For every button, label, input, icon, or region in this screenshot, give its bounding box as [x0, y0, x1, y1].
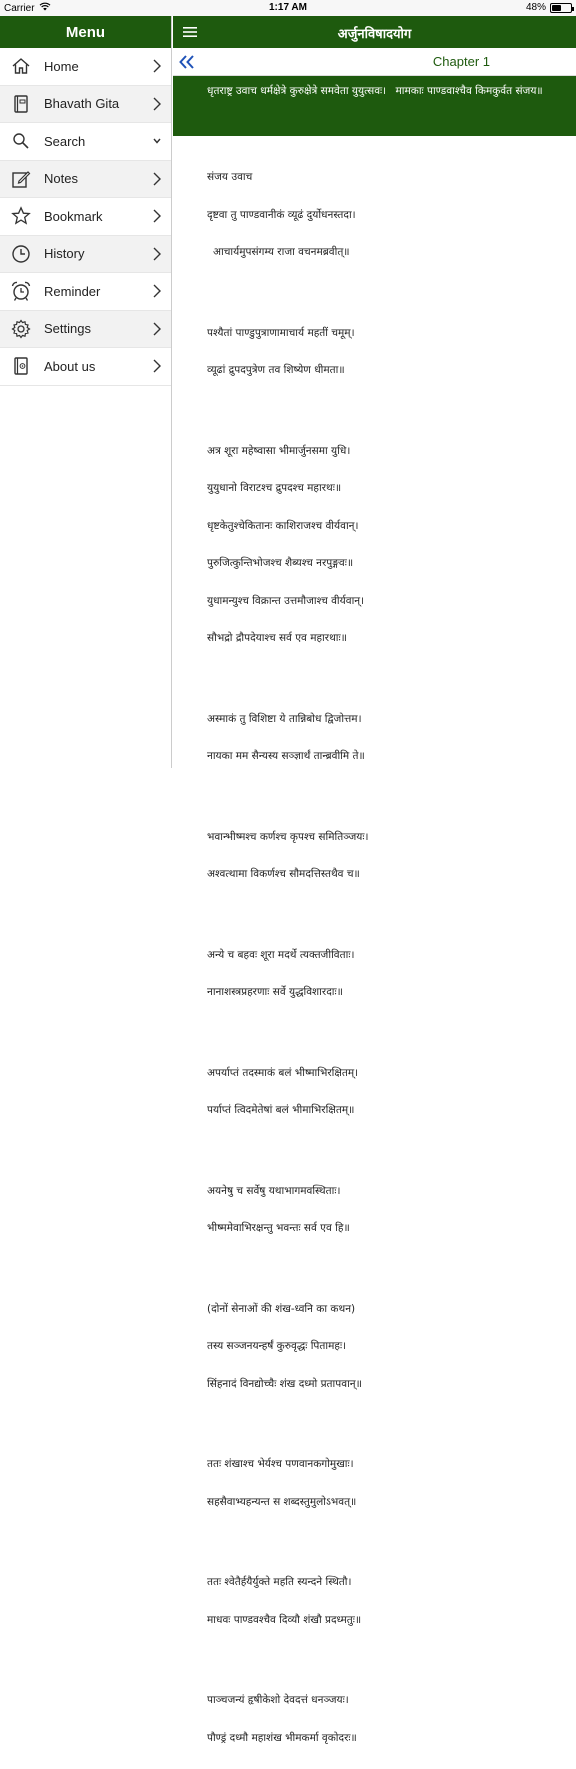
menu-title: Menu: [0, 16, 171, 48]
notes-icon: [10, 168, 32, 190]
verse-line: पश्यैतां पाण्डुपुत्राणामाचार्य महतीं चमूम्।: [207, 326, 355, 339]
verse[interactable]: [207, 1042, 570, 1142]
verse-line: युयुधानो विराटश्च द्रुपदश्च महारथः॥: [207, 482, 342, 494]
verse[interactable]: [207, 1669, 570, 1769]
gear-icon: [10, 318, 32, 340]
verse-line: अश्वत्थामा विकर्णश्च सौमदत्तिस्तथैव च॥: [207, 868, 360, 880]
menu-item-label: Reminder: [44, 283, 101, 299]
chapter-label: Chapter 1: [432, 54, 490, 69]
verse-line: आचार्यमुपसंगम्य राजा वचनमब्रवीत्॥: [213, 246, 350, 258]
menu-item-label: Notes: [44, 171, 78, 187]
verse[interactable]: [207, 420, 570, 670]
menu-item-label: About us: [44, 358, 96, 374]
verse[interactable]: [207, 146, 570, 284]
about-icon: [10, 355, 32, 377]
chapter-view: [173, 16, 576, 1744]
verse-line: अपर्याप्तं तदस्माकं बलं भीष्माभिरक्षितम्।: [207, 1066, 359, 1079]
verse-line: अत्र शूरा महेष्वासा भीमार्जुनसमा युधि।: [207, 444, 351, 457]
verse-line: तस्य सञ्जनयन्हर्षं कुरुवृद्धः पितामहः।: [207, 1340, 347, 1352]
chevron-right-icon: [151, 321, 163, 337]
back-button[interactable]: [173, 48, 201, 76]
status-bar: [0, 0, 576, 16]
verse-line: धर्मक्षेत्रे कुरुक्षेत्रे समवेता युयुत्सवः।: [260, 85, 387, 97]
menu-item-settings[interactable]: [0, 311, 171, 349]
verse-line: (दोनों सेनाओं की शंख-ध्वनि का कथन): [207, 1302, 356, 1315]
menu-item-label: Settings: [44, 321, 91, 337]
book-icon: [10, 93, 32, 115]
double-chevron-left-icon: [179, 55, 195, 69]
verse-line: धृतराष्ट्र उवाच: [207, 85, 257, 97]
menu-item-history[interactable]: [0, 236, 171, 274]
verse-line: पाञ्चजन्यं हृषीकेशो देवदत्तं धनञ्जयः।: [207, 1694, 349, 1706]
verse[interactable]: [207, 688, 570, 788]
chevron-right-icon: [151, 58, 163, 74]
chapter-bar: [173, 48, 576, 76]
verse[interactable]: [207, 302, 570, 402]
menu-item-label: Home: [44, 58, 79, 74]
home-icon: [10, 55, 32, 77]
chevron-right-icon: [151, 96, 163, 112]
star-icon: [10, 205, 32, 227]
verse-line: ततः शंखाश्च भेर्यश्च पणवानकगोमुखाः।: [207, 1458, 354, 1470]
clock-icon: [10, 243, 32, 265]
alarm-icon: [10, 280, 32, 302]
verse-line: नायका मम सैन्यस्य सञ्ज्ञार्थं तान्ब्रवीमि ते॥: [207, 750, 365, 762]
verse-line: संजय उवाच: [207, 171, 253, 183]
menu-item-label: Search: [44, 133, 86, 149]
menu-item-bhavath-gita[interactable]: [0, 86, 171, 124]
chevron-down-icon: [151, 133, 163, 149]
nav-bar: [173, 16, 576, 48]
clock: 1:17 AM: [269, 2, 307, 13]
battery-percentage: 48%: [525, 2, 546, 13]
menu-list: [0, 48, 171, 386]
chevron-right-icon: [151, 171, 163, 187]
verse[interactable]: [207, 924, 570, 1024]
verse-list: [173, 136, 576, 1769]
menu-item-label: Bhavath Gita: [44, 96, 120, 112]
verse-line: नानाशस्त्रप्रहरणाः सर्वे युद्धविशारदाः॥: [207, 986, 343, 998]
chevron-right-icon: [151, 208, 163, 224]
chevron-right-icon: [151, 358, 163, 374]
menu-item-bookmark[interactable]: [0, 198, 171, 236]
menu-item-label: History: [44, 246, 85, 262]
chevron-right-icon: [151, 246, 163, 262]
verse-line: सौभद्रो द्रौपदेयाश्च सर्व एव महारथाः॥: [207, 632, 347, 644]
verse-line: भीष्ममेवाभिरक्षन्तु भवन्तः सर्व एव हि॥: [207, 1222, 350, 1234]
menu-item-search[interactable]: [0, 123, 171, 161]
chevron-right-icon: [151, 283, 163, 299]
side-menu: [0, 16, 172, 768]
battery-level: [552, 5, 561, 11]
verse-line: अस्माकं तु विशिष्टा ये तान्निबोध द्विजोत्तम।: [207, 712, 362, 725]
verse[interactable]: [207, 1551, 570, 1651]
verse-line: धृष्टकेतुश्चेकितानः काशिराजश्च वीर्यवान्।: [207, 519, 359, 532]
verse-line: अन्ये च बहवः शूरा मदर्थे त्यक्तजीविताः।: [207, 948, 355, 961]
verse-line: अयनेषु च सर्वेषु यथाभागमवस्थिताः।: [207, 1184, 341, 1197]
verse-line: पर्याप्तं त्विदमेतेषां बलं भीमाभिरक्षितम्॥: [207, 1104, 355, 1116]
verse-line: पौण्ड्रं दध्मौ महाशंख भीमकर्मा वृकोदरः॥: [207, 1731, 357, 1744]
verse-line: दृष्टवा तु पाण्डवानीकं व्यूढं दुर्योधनस्तदा।: [207, 208, 356, 221]
verse-line: मामकाः पाण्डवाश्चैव किमकुर्वत संजय॥: [395, 85, 543, 97]
page-title: अर्जुनविषादयोग: [337, 27, 412, 42]
verse[interactable]: [207, 1278, 570, 1416]
verse[interactable]: [207, 806, 570, 906]
verse-line: माधवः पाण्डवश्चैव दिव्यौ शंखौ प्रदध्मतुः॥: [207, 1613, 362, 1626]
verse-line: सिंहनादं विनद्योच्चैः शंख दध्मो प्रतापवान्॥: [207, 1377, 362, 1390]
menu-item-reminder[interactable]: [0, 273, 171, 311]
menu-item-notes[interactable]: [0, 161, 171, 199]
battery-icon: [550, 3, 572, 13]
verse-line: भवान्भीष्मश्च कर्णश्च कृपश्च समितिञ्जयः।: [207, 830, 369, 843]
verse-line: युधामन्युश्च विक्रान्त उत्तमौजाश्च वीर्यवान्।: [207, 594, 365, 607]
verse-line: व्यूढां द्रुपदपुत्रेण तव शिष्येण धीमता॥: [207, 364, 345, 376]
menu-item-about-us[interactable]: [0, 348, 171, 386]
verse-line: पुरुजित्कुन्तिभोजश्च शैब्यश्च नरपुङ्गवः॥: [207, 557, 354, 569]
search-icon: [10, 130, 32, 152]
menu-item-home[interactable]: [0, 48, 171, 86]
verse-line: सहसैवाभ्यहन्यन्त स शब्दस्तुमुलोऽभवत्॥: [207, 1495, 357, 1508]
carrier-label: Carrier: [4, 2, 35, 14]
menu-item-label: Bookmark: [44, 208, 103, 224]
verse-highlighted[interactable]: [173, 76, 576, 136]
verse-line: ततः श्वेतैर्हयैर्युक्ते महति स्यन्दने स्थितौ।: [207, 1576, 352, 1588]
verse[interactable]: [207, 1433, 570, 1533]
verse[interactable]: [207, 1160, 570, 1260]
